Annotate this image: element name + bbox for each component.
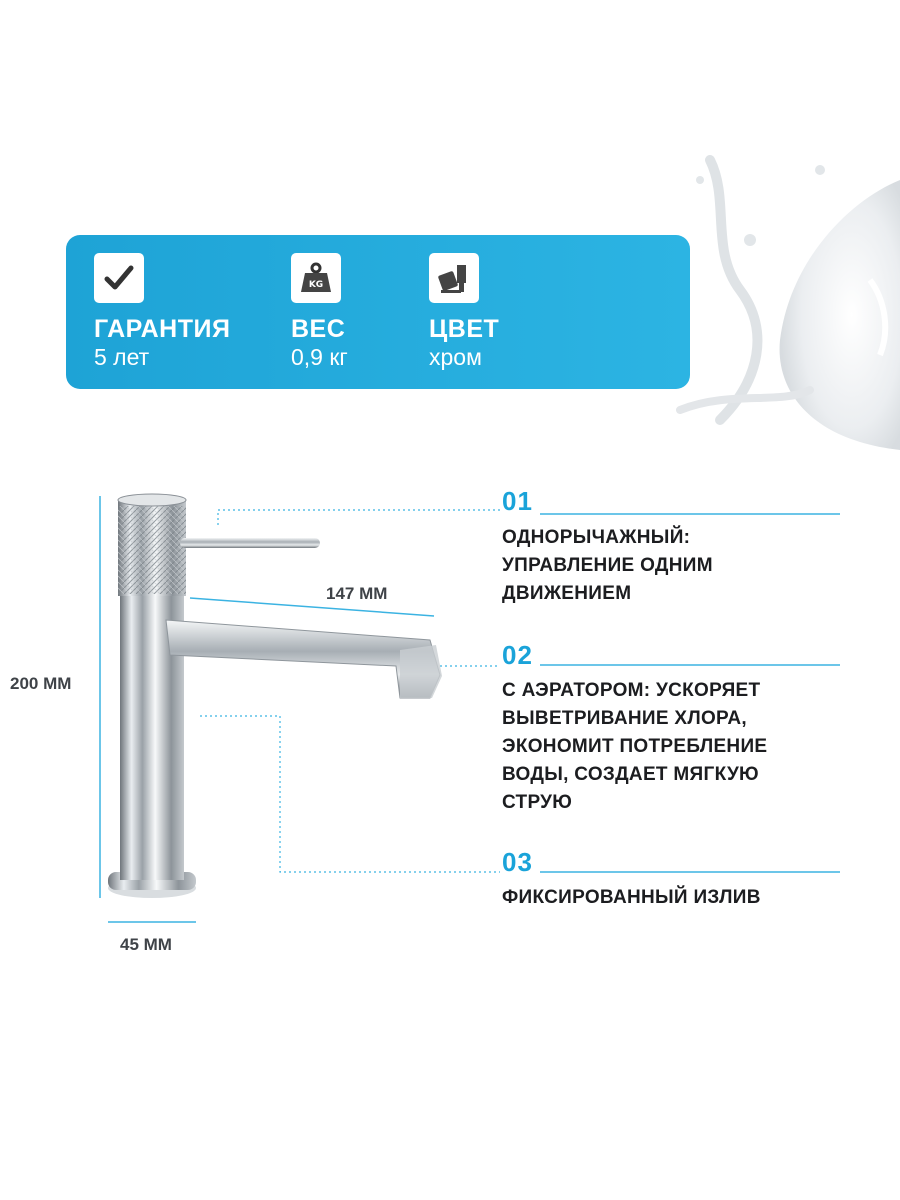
- height-dimension-label: 200 ММ: [10, 674, 72, 693]
- weight-title: ВЕС: [291, 315, 346, 343]
- feature-number-01: 01: [502, 486, 533, 516]
- weight-value: 0,9 кг: [291, 344, 348, 370]
- feature-number-03: 03: [502, 847, 533, 877]
- weight-icon-label: KG: [308, 280, 324, 290]
- feature-number-02: 02: [502, 640, 533, 670]
- color-value: хром: [429, 344, 482, 370]
- reach-dimension-label: 147 ММ: [326, 584, 388, 603]
- color-title: ЦВЕТ: [429, 315, 500, 343]
- feature-text-01: ОДНОРЫЧАЖНЫЙ: УПРАВЛЕНИЕ ОДНИМ ДВИЖЕНИЕМ: [502, 527, 713, 604]
- feature-text-02: С АЭРАТОРОМ: УСКОРЯЕТ ВЫВЕТРИВАНИЕ ХЛОРА, ЭКОНОМИТ ПОТРЕБЛЕНИЕ ВОДЫ, СОЗДАЕТ МЯГКУЮ СТРУЮ: [502, 680, 768, 813]
- base-dimension-label: 45 ММ: [120, 935, 172, 954]
- warranty-value: 5 лет: [94, 344, 150, 370]
- warranty-title: ГАРАНТИЯ: [94, 315, 231, 343]
- faucet-image: [100, 480, 460, 920]
- feature-text-03: ФИКСИРОВАННЫЙ ИЗЛИВ: [502, 887, 761, 908]
